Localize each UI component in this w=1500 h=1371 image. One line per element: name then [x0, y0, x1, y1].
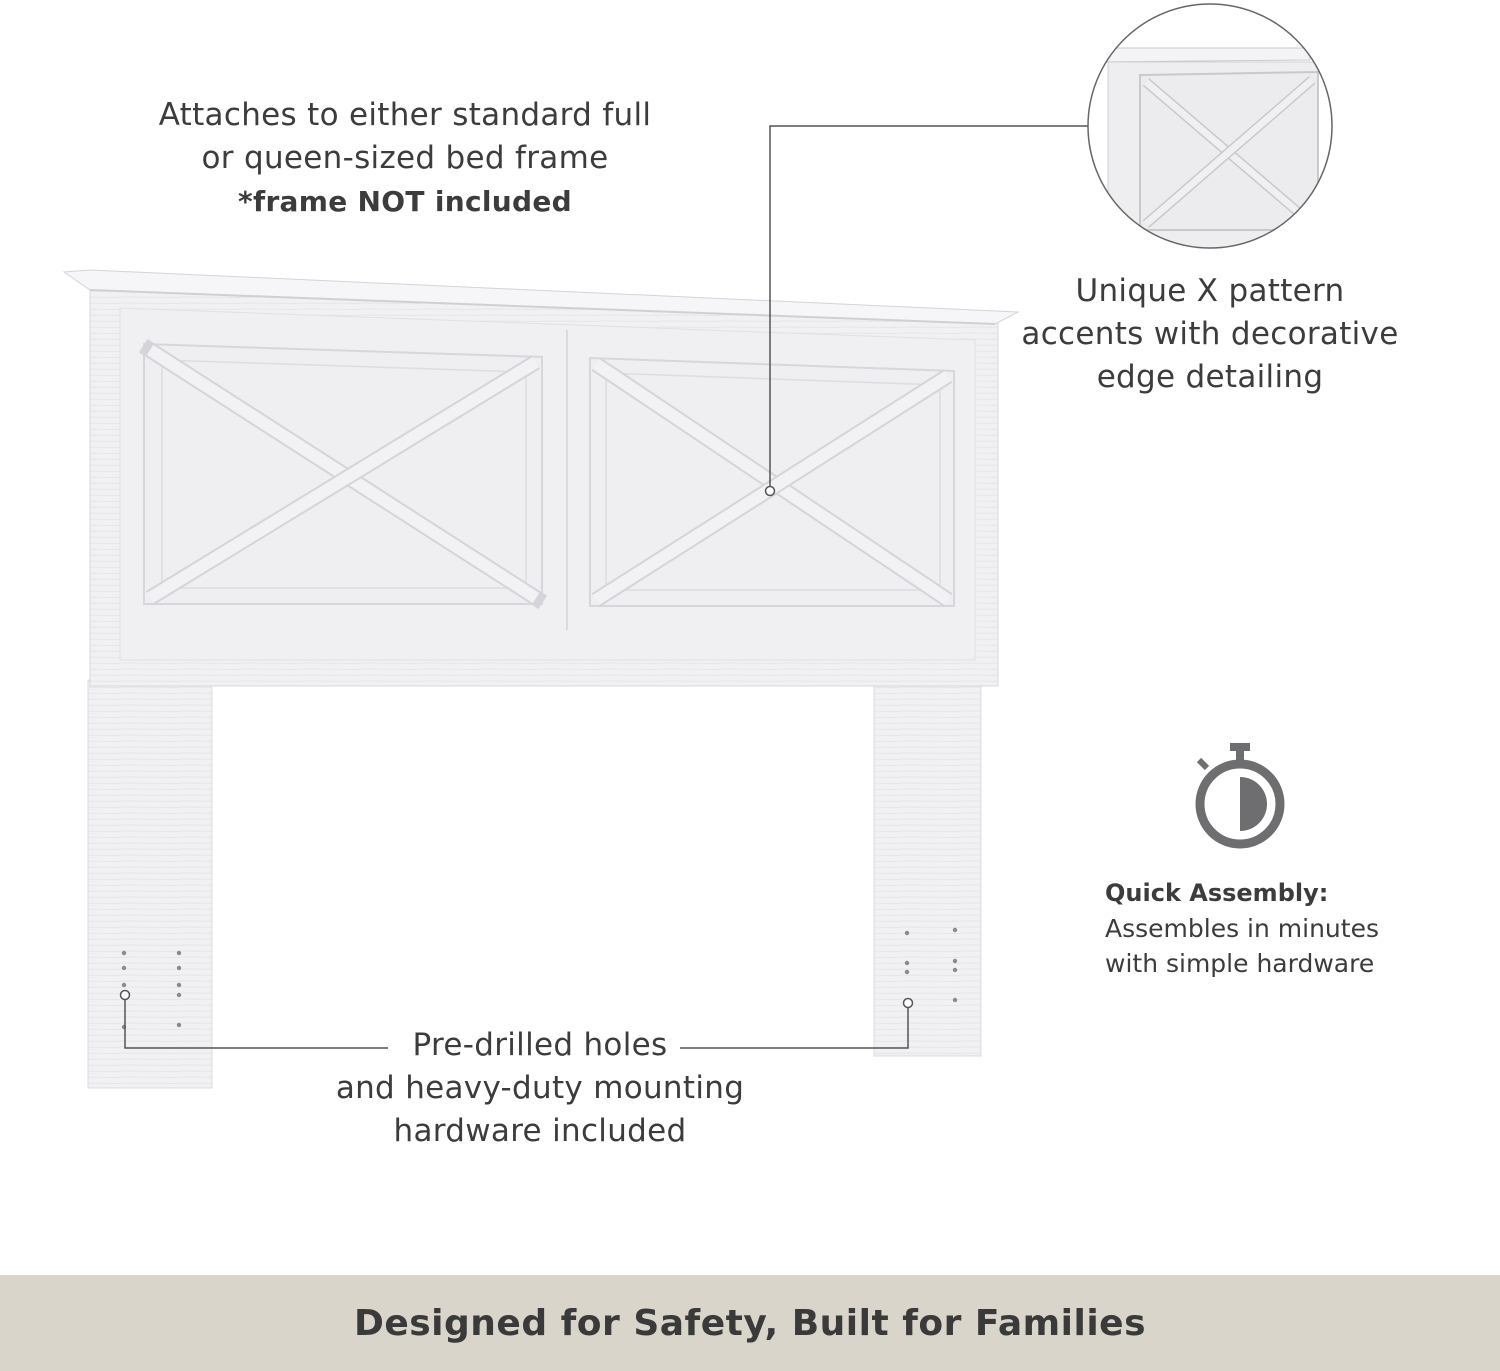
right-x-panel: [590, 358, 954, 606]
pattern-callout-line3: edge detailing: [1096, 359, 1324, 395]
frame-callout-note: *frame NOT included: [238, 185, 572, 218]
frame-callout-line2: or queen-sized bed frame: [201, 140, 609, 176]
pattern-callout-line2: accents with decorative: [1021, 316, 1399, 352]
pattern-callout: [1010, 270, 1410, 399]
holes-callout-line1: Pre-drilled holes: [412, 1027, 668, 1063]
left-x-panel: [144, 344, 542, 604]
quick-assembly-feature: [1105, 876, 1425, 981]
footer-banner: [0, 1275, 1500, 1371]
right-leg: [874, 680, 981, 1056]
banner-text: Designed for Safety, Built for Families: [353, 1302, 1147, 1344]
pattern-callout-line1: Unique X pattern: [1075, 273, 1345, 309]
quick-assembly-line1: Assembles in minutes: [1105, 914, 1379, 943]
detail-zoom-circle: [1088, 4, 1332, 262]
frame-callout: [120, 94, 690, 223]
left-leg: [88, 680, 212, 1088]
holes-callout-line3: hardware included: [393, 1113, 687, 1149]
quick-assembly-heading: Quick Assembly:: [1105, 879, 1329, 907]
frame-callout-line1: Attaches to either standard full: [158, 97, 652, 133]
stopwatch-icon: [1199, 743, 1280, 844]
quick-assembly-line2: with simple hardware: [1105, 949, 1375, 978]
holes-callout: [300, 1024, 780, 1153]
holes-callout-line2: and heavy-duty mounting: [335, 1070, 745, 1106]
